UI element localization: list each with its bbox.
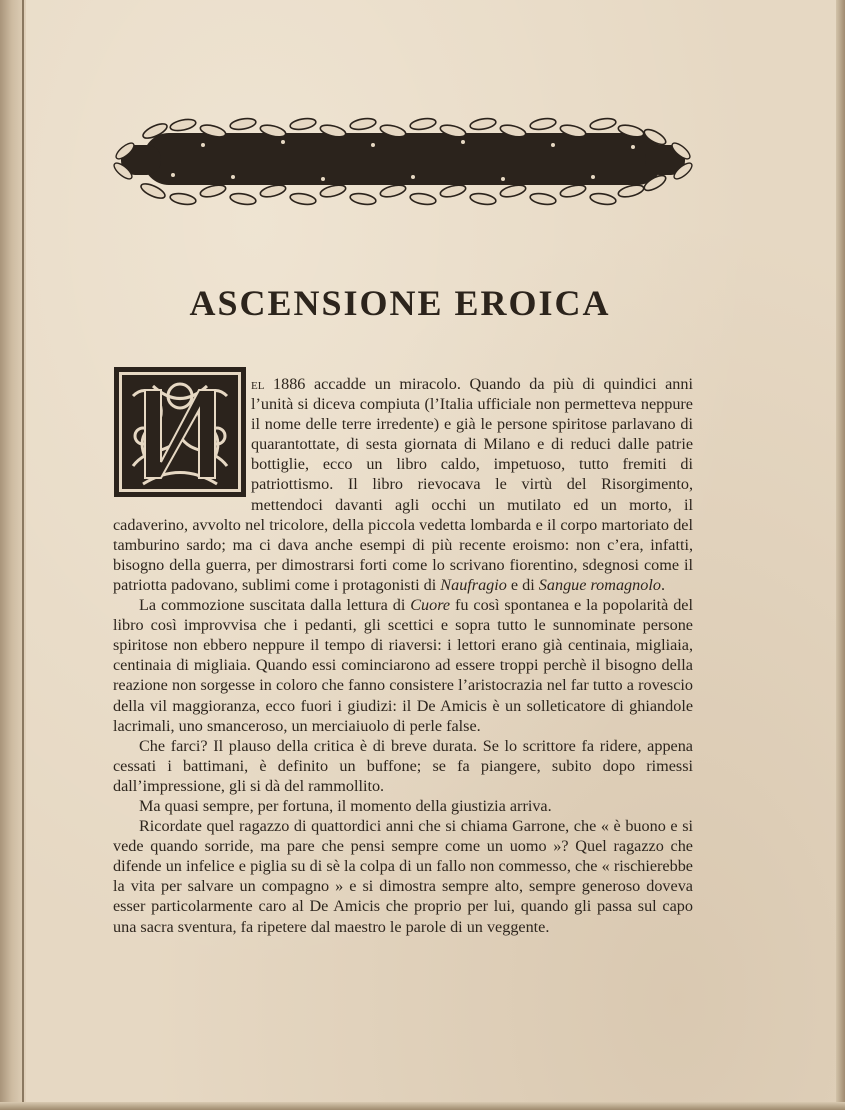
paragraph-2 bbox=[113, 595, 693, 736]
initial-continuation: el bbox=[251, 375, 265, 393]
title-cuore: Cuore bbox=[410, 596, 451, 615]
body-text bbox=[113, 374, 693, 937]
paragraph-1-text-3: . bbox=[660, 575, 665, 594]
page-bottom-edge bbox=[0, 1102, 845, 1110]
page-right-edge bbox=[836, 0, 845, 1110]
paragraph-5: Ricordate quel ragazzo di quattordici anni che si chiama Garrone, che « è buono e si vede quando sorride, ma pare che pensi sempre come un uomo »? Quel ragazzo che difende un infelice e piglia su di sè la colpa di un fallo non commesso, che « rischierebbe la vita per salvare un compagno » e si dimostra sempre alto, sempre generoso doveva esser particolarmente caro al De Amicis che proprio per lui, quando gli passa sul capo una sacra sventura, fa ripetere dal maestro le parole di un veggente. bbox=[113, 817, 693, 936]
title-sangue-romagnolo: Sangue romagnolo bbox=[538, 575, 661, 594]
paragraph-2-text-2: fu così spontanea e la popolarità del libro così improvvisa che i pedanti, gli scettici e sopra tutto le sunnominate persone spiritose non ebbero neppure il tempo di riaversi: i lettori erano già centinaia, migliaia, centinaia di migliaia. Quando essi cominciarono ad essere troppi perchè il bisogno della reazione non sorgesse in coloro che fanno consistere l’aristocrazia nel far tutto a rovescio della vil maggioranza, ecco fuori i giudizi: il De Amicis è un solleticatore di ghiandole lacrimali, uno smanceroso, un merciaiuolo di perle false. bbox=[113, 596, 693, 735]
paragraph-3: Che farci? Il plauso della critica è di breve durata. Se lo scrittore fa ridere, appena cessati i battimani, è definito un buffone; se fa piangere, subito dopo rimessi dall’impressione, gli si dà del rammollito. bbox=[113, 736, 693, 795]
laurel-garland-icon bbox=[113, 111, 693, 215]
title-naufragio: Naufragio bbox=[440, 575, 507, 594]
paragraph-4: Ma quasi sempre, per fortuna, il momento della giustizia arriva. bbox=[139, 796, 552, 815]
page-title: ASCENSIONE EROICA bbox=[189, 283, 611, 323]
paragraph-1 bbox=[113, 374, 693, 595]
paragraph-1-text: 1886 accadde un miracolo. Quando da più di quindici anni l’unità si diceva compiuta (l’Italia ufficiale non permetteva neppure il nome delle terre irredente) e già le persone spiritose parlavano di quarantottate, di sesta giornata di Milano e di reduci dalle patrie bottiglie, ecco un libro caldo, impetuoso, tutto fremiti di patriottismo. Il libro rievocava le virtù del Risorgimento, mettendoci davanti agli occhi un mutilato ed un morto, il cadaverino, avvolto nel tricolore, della piccola vedetta lombarda e il corpo martoriato del tamburino sardo; ma ci dava anche esempi di più recente eroismo: non c’era, infatti, bisogno della guerra, per dimostrarsi forti come lo scrivano fiorentino, sdegnosi come il patriotta padovano, sublimi come i protagonisti di bbox=[113, 375, 693, 594]
initial-spacer bbox=[113, 374, 251, 496]
paragraph-2-text: La commozione suscitata dalla lettura di bbox=[139, 596, 411, 615]
gutter-line bbox=[22, 0, 24, 1110]
paragraph-1-text-2: e di bbox=[506, 575, 539, 594]
